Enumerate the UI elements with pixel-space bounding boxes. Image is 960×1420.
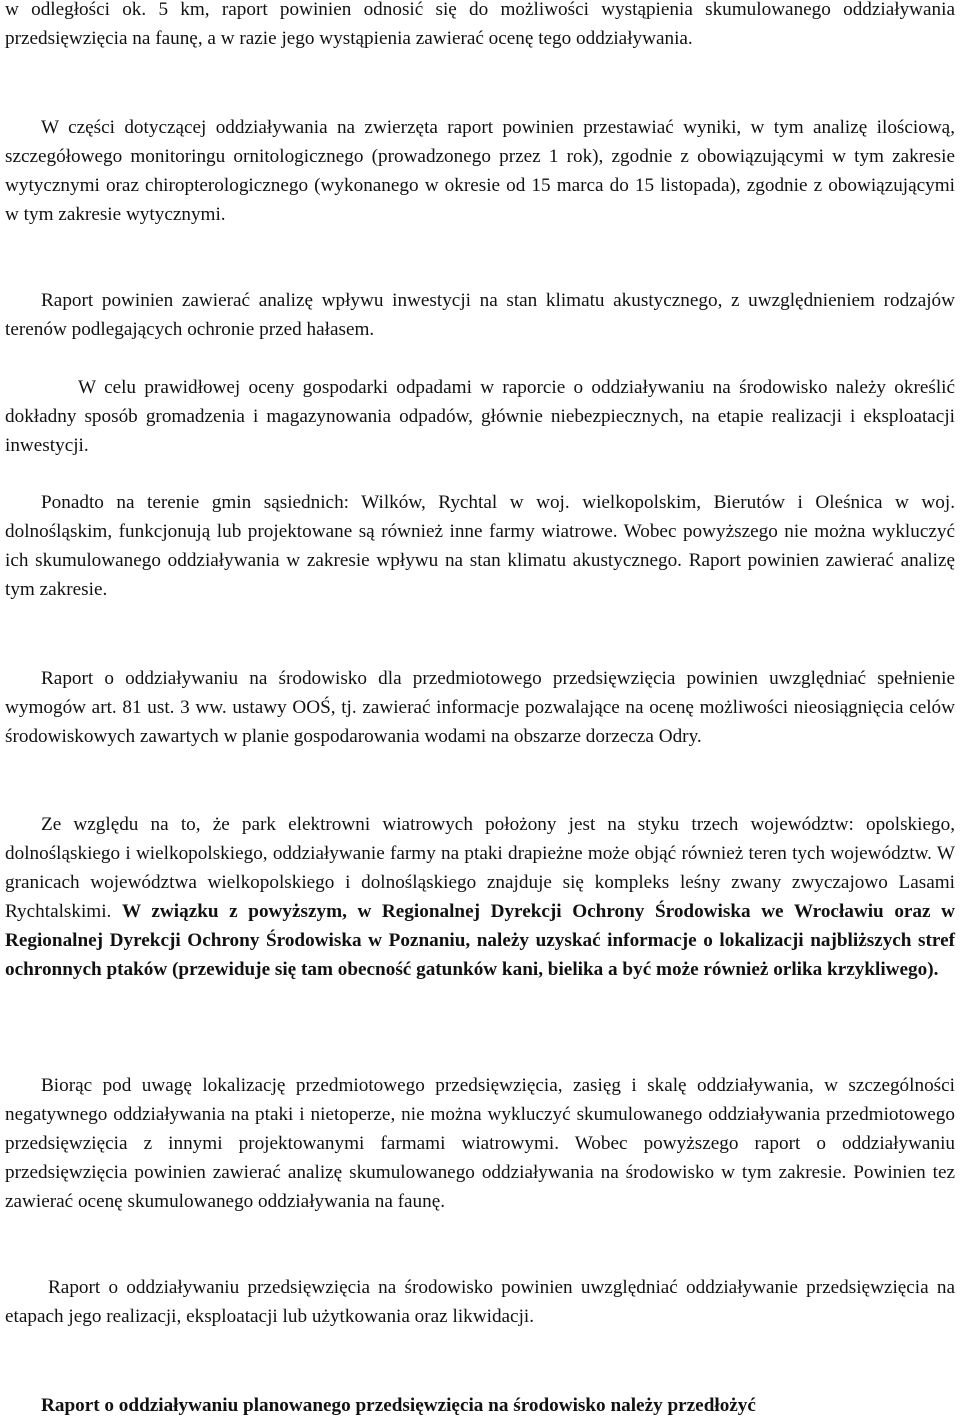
paragraph-7 — [5, 810, 955, 984]
paragraph-8 — [5, 1071, 955, 1216]
paragraph-text: W części dotyczącej oddziaływania na zwierzęta raport powinien przestawiać wyniki, w tym analizę ilościową, szczegółowego monitoringu ornitologicznego (prowadzonego przez 1 rok), zgodnie z obowiązującymi w tym zakresie wytycznymi oraz chiropterologicznego (wykonanego w okresie od 15 marca do 15 listopada), zgodnie z obowiązującymi w tym zakresie wytycznymi. — [5, 117, 955, 225]
paragraph-5 — [5, 488, 955, 604]
paragraph-text: Biorąc pod uwagę lokalizację przedmiotowego przedsięwzięcia, zasięg i skalę oddziaływania, w szczególności negatywnego oddziaływania na ptaki i nietoperze, nie można wykluczyć skumulowanego oddziaływania przedmiotowego przedsięwzięcia z innymi projektowanymi farmami wiatrowymi. Wobec powyższego raport o oddziaływaniu przedsięwzięcia powinien zawierać analizę skumulowanego oddziaływania na środowisko w tym zakresie. Powinien tez zawierać ocenę skumulowanego oddziaływania na faunę. — [5, 1075, 955, 1212]
paragraph-6 — [5, 664, 955, 751]
paragraph-10 — [5, 1391, 955, 1420]
paragraph-text: Raport o oddziaływaniu przedsięwzięcia na środowisko powinien uwzględniać oddziaływanie przedsięwzięcia na etapach jego realizacji, eksploatacji lub użytkowania oraz likwidacji. — [5, 1277, 955, 1327]
paragraph-4 — [5, 373, 955, 460]
paragraph-text: Ponadto na terenie gmin sąsiednich: Wilków, Rychtal w woj. wielkopolskim, Bierutów i Oleśnica w woj. dolnośląskim, funkcjonują lub projektowane są również inne farmy wiatrowe. Wobec powyższego nie można wykluczyć ich skumulowanego oddziaływania w zakresie wpływu na stan klimatu akustycznego. Raport powinien zawierać analizę tym zakresie. — [5, 492, 955, 600]
paragraph-text: Ze względu na to, że park elektrowni wiatrowych położony jest na styku trzech województw: opolskiego, dolnośląskiego i wielkopolskiego, oddziaływanie farmy na ptaki drapieżne może objąć również teren tych województw. W granicach województwa wielkopolskiego i dolnośląskiego znajduje się kompleks leśny zwany zwyczajowo Lasami Rychtalskimi. — [5, 814, 955, 922]
paragraph-3 — [5, 286, 955, 344]
paragraph-text: Raport o oddziaływaniu na środowisko dla przedmiotowego przedsięwzięcia powinien uwzględniać spełnienie wymogów art. 81 ust. 3 ww. ustawy OOŚ, tj. zawierać informacje pozwalające na ocenę możliwości nieosiągnięcia celów środowiskowych zawartych w planie gospodarowania wodami na obszarze dorzecza Odry. — [5, 668, 955, 747]
paragraph-text: Raport powinien zawierać analizę wpływu inwestycji na stan klimatu akustycznego, z uwzględnieniem rodzajów terenów podlegających ochronie przed hałasem. — [5, 290, 955, 340]
paragraph-text: W celu prawidłowej oceny gospodarki odpadami w raporcie o oddziaływaniu na środowisko należy określić dokładny sposób gromadzenia i magazynowania odpadów, głównie niebezpiecznych, na etapie realizacji i eksploatacji inwestycji. — [5, 377, 955, 456]
paragraph-9 — [5, 1273, 955, 1331]
paragraph-1 — [5, 0, 955, 53]
paragraph-2 — [5, 113, 955, 229]
paragraph-text: w odległości ok. 5 km, raport powinien odnosić się do możliwości wystąpienia skumulowanego oddziaływania przedsięwzięcia na faunę, a w razie jego wystąpienia zawierać ocenę tego oddziaływania. — [5, 0, 955, 49]
paragraph-bold-text: Raport o oddziaływaniu planowanego przedsięwzięcia na środowisko należy przedłożyć — [41, 1395, 756, 1416]
paragraph-bold-text: W związku z powyższym, w Regionalnej Dyrekcji Ochrony Środowiska we Wrocławiu oraz w Regionalnej Dyrekcji Ochrony Środowiska w Poznaniu, należy uzyskać informacje o lokalizacji najbliższych stref ochronnych ptaków (przewiduje się tam obecność gatunków kani, bielika a być może również orlika krzykliwego). — [5, 901, 955, 980]
